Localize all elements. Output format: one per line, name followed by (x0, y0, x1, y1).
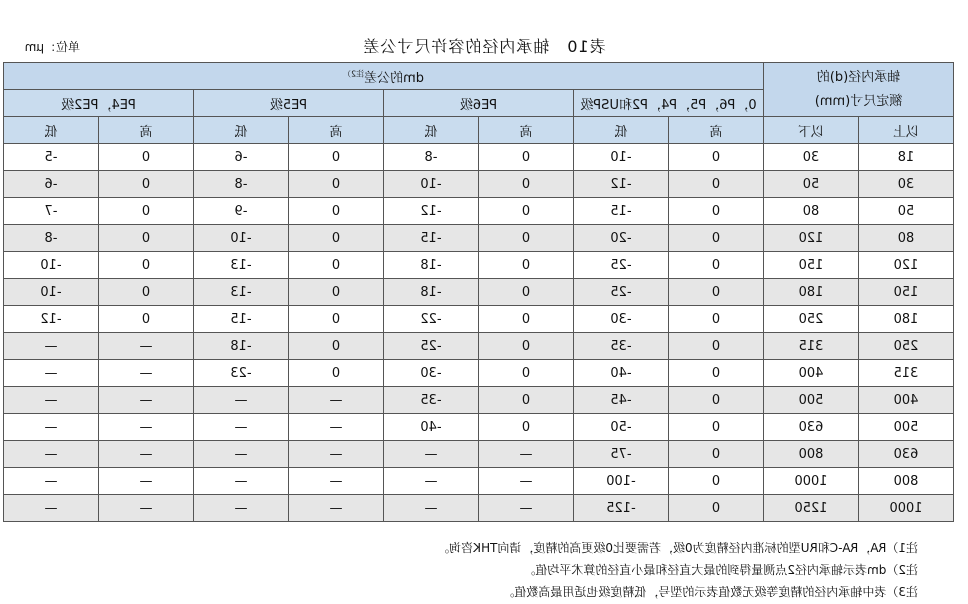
value-cell: 0 (668, 441, 763, 468)
value-cell: 0 (478, 306, 573, 333)
value-cell: 0 (478, 387, 573, 414)
table-row (3, 414, 953, 441)
value-cell: 0 (668, 171, 763, 198)
value-cell: -12 (383, 198, 478, 225)
over-cell: 18 (859, 144, 954, 171)
value-cell: — (3, 387, 98, 414)
table-row (3, 279, 953, 306)
footnote-3: 注3）表中轴承内径的精度等级无数值表示的型号，低精度级也适用最高数值。 (502, 585, 918, 599)
over-cell: 80 (859, 225, 954, 252)
value-cell: -13 (193, 279, 288, 306)
table-row (3, 144, 953, 171)
value-cell: 0 (478, 333, 573, 360)
incl-cell: 80 (763, 198, 858, 225)
value-cell: -6 (193, 144, 288, 171)
class-pe6-header: PE6级 (383, 90, 573, 117)
tolerance-table (3, 62, 954, 522)
value-cell: -75 (573, 441, 668, 468)
value-cell: — (98, 468, 193, 495)
value-cell: 0 (478, 144, 573, 171)
bore-header-line1: 轴承内径(d)的 (816, 69, 901, 85)
value-cell: 0 (478, 252, 573, 279)
value-cell: 0 (668, 198, 763, 225)
over-cell: 800 (859, 468, 954, 495)
value-cell: -30 (383, 360, 478, 387)
value-cell: — (3, 333, 98, 360)
incl-cell: 500 (763, 387, 858, 414)
value-cell: 0 (98, 171, 193, 198)
incl-header: 以下 (763, 117, 858, 144)
value-cell: -15 (383, 225, 478, 252)
value-cell: 0 (98, 252, 193, 279)
over-cell: 630 (859, 441, 954, 468)
over-cell: 180 (859, 306, 954, 333)
over-cell: 500 (859, 414, 954, 441)
value-cell: -10 (3, 252, 98, 279)
footnote-2: 注2）dm表示轴承内径2点测量得到的最大直径和最小直径的算术平均值。 (523, 563, 918, 577)
value-cell: -9 (193, 198, 288, 225)
value-cell: — (3, 441, 98, 468)
low-header: 低 (3, 117, 98, 144)
value-cell: 0 (288, 252, 383, 279)
value-cell: 0 (98, 198, 193, 225)
over-cell: 150 (859, 279, 954, 306)
value-cell: -12 (3, 306, 98, 333)
value-cell: 0 (288, 333, 383, 360)
value-cell: — (3, 360, 98, 387)
dm-header-text: dm的公差 (364, 70, 424, 86)
bore-size-header (763, 63, 953, 117)
value-cell: -10 (3, 279, 98, 306)
incl-cell: 1250 (763, 495, 858, 522)
value-cell: -12 (573, 171, 668, 198)
table-row (3, 495, 953, 522)
table-title: 表10 轴承内径的容许尺寸公差 (362, 37, 606, 56)
high-header: 高 (668, 117, 763, 144)
value-cell: — (3, 414, 98, 441)
value-cell: -10 (573, 144, 668, 171)
value-cell: -6 (3, 171, 98, 198)
footnote-1: 注1）RA，RA-C和RU型的标准内径精度为0级，若需要比0级更高的精度，请向THK咨询。 (437, 541, 918, 555)
value-cell: -35 (573, 333, 668, 360)
incl-cell: 50 (763, 171, 858, 198)
value-cell: -18 (383, 252, 478, 279)
value-cell: -45 (573, 387, 668, 414)
value-cell: — (193, 387, 288, 414)
incl-cell: 250 (763, 306, 858, 333)
value-cell: 0 (668, 279, 763, 306)
over-cell: 30 (859, 171, 954, 198)
value-cell: 0 (288, 306, 383, 333)
value-cell: -40 (383, 414, 478, 441)
table-row (3, 306, 953, 333)
class-p0-header: 0，P6，P5，P4，P2和USP级 (573, 90, 763, 117)
over-cell: 50 (859, 198, 954, 225)
incl-cell: 180 (763, 279, 858, 306)
value-cell: -20 (573, 225, 668, 252)
low-header: 低 (383, 117, 478, 144)
table-row (3, 225, 953, 252)
value-cell: — (193, 495, 288, 522)
value-cell: — (383, 441, 478, 468)
value-cell: 0 (288, 360, 383, 387)
value-cell: -13 (193, 252, 288, 279)
value-cell: -125 (573, 495, 668, 522)
class-pe5-header: PE5级 (193, 90, 383, 117)
value-cell: -25 (383, 333, 478, 360)
value-cell: -15 (193, 306, 288, 333)
incl-cell: 120 (763, 225, 858, 252)
over-cell: 250 (859, 333, 954, 360)
value-cell: — (288, 468, 383, 495)
incl-cell: 1000 (763, 468, 858, 495)
value-cell: -5 (3, 144, 98, 171)
value-cell: — (193, 441, 288, 468)
dm-tolerance-header (3, 63, 763, 90)
value-cell: 0 (668, 333, 763, 360)
value-cell: -8 (193, 171, 288, 198)
over-cell: 120 (859, 252, 954, 279)
table-row (3, 441, 953, 468)
value-cell: -10 (383, 171, 478, 198)
incl-cell: 30 (763, 144, 858, 171)
table-row (3, 468, 953, 495)
class-pe4-header: PE4，PE2级 (3, 90, 193, 117)
value-cell: -25 (573, 252, 668, 279)
table-row (3, 252, 953, 279)
value-cell: 0 (288, 171, 383, 198)
value-cell: 0 (288, 144, 383, 171)
incl-cell: 400 (763, 360, 858, 387)
over-cell: 1000 (859, 495, 954, 522)
value-cell: 0 (668, 306, 763, 333)
value-cell: -100 (573, 468, 668, 495)
value-cell: — (98, 333, 193, 360)
value-cell: 0 (478, 171, 573, 198)
value-cell: — (193, 468, 288, 495)
high-header: 高 (98, 117, 193, 144)
high-header: 高 (478, 117, 573, 144)
value-cell: 0 (668, 252, 763, 279)
value-cell: -7 (3, 198, 98, 225)
value-cell: — (383, 495, 478, 522)
value-cell: 0 (478, 225, 573, 252)
value-cell: 0 (478, 279, 573, 306)
value-cell: — (288, 387, 383, 414)
value-cell: — (3, 468, 98, 495)
value-cell: — (98, 495, 193, 522)
value-cell: 0 (668, 468, 763, 495)
value-cell: -35 (383, 387, 478, 414)
value-cell: 0 (98, 279, 193, 306)
value-cell: -30 (573, 306, 668, 333)
value-cell: -10 (193, 225, 288, 252)
incl-cell: 800 (763, 441, 858, 468)
low-header: 低 (193, 117, 288, 144)
value-cell: — (478, 495, 573, 522)
value-cell: — (478, 468, 573, 495)
value-cell: 0 (288, 279, 383, 306)
value-cell: -50 (573, 414, 668, 441)
value-cell: 0 (288, 198, 383, 225)
value-cell: — (98, 360, 193, 387)
value-cell: — (98, 441, 193, 468)
bore-header-line2: 额定尺寸(mm) (814, 93, 903, 109)
unit-label: 单位：μm (24, 40, 80, 54)
value-cell: 0 (668, 387, 763, 414)
value-cell: — (98, 414, 193, 441)
value-cell: — (3, 495, 98, 522)
value-cell: -23 (193, 360, 288, 387)
value-cell: — (288, 495, 383, 522)
value-cell: 0 (98, 225, 193, 252)
value-cell: 0 (668, 225, 763, 252)
table-row (3, 333, 953, 360)
incl-cell: 150 (763, 252, 858, 279)
over-cell: 400 (859, 387, 954, 414)
table-row (3, 171, 953, 198)
value-cell: -8 (3, 225, 98, 252)
over-header: 以上 (859, 117, 954, 144)
value-cell: -8 (383, 144, 478, 171)
table-row (3, 198, 953, 225)
value-cell: -40 (573, 360, 668, 387)
high-header: 高 (288, 117, 383, 144)
incl-cell: 315 (763, 333, 858, 360)
value-cell: — (193, 414, 288, 441)
value-cell: -22 (383, 306, 478, 333)
incl-cell: 630 (763, 414, 858, 441)
table-row (3, 387, 953, 414)
value-cell: 0 (668, 360, 763, 387)
value-cell: — (478, 441, 573, 468)
value-cell: -18 (193, 333, 288, 360)
value-cell: 0 (98, 306, 193, 333)
value-cell: 0 (478, 198, 573, 225)
value-cell: -18 (383, 279, 478, 306)
value-cell: -15 (573, 198, 668, 225)
value-cell: — (98, 387, 193, 414)
value-cell: 0 (478, 414, 573, 441)
value-cell: 0 (98, 144, 193, 171)
over-cell: 315 (859, 360, 954, 387)
value-cell: — (383, 468, 478, 495)
dm-note-ref: 注2） (342, 69, 365, 79)
footnotes (4, 537, 918, 603)
table-row (3, 360, 953, 387)
value-cell: 0 (668, 414, 763, 441)
value-cell: 0 (668, 144, 763, 171)
value-cell: — (288, 441, 383, 468)
value-cell: -25 (573, 279, 668, 306)
low-header: 低 (573, 117, 668, 144)
value-cell: 0 (668, 495, 763, 522)
value-cell: — (288, 414, 383, 441)
value-cell: 0 (478, 360, 573, 387)
value-cell: 0 (288, 225, 383, 252)
